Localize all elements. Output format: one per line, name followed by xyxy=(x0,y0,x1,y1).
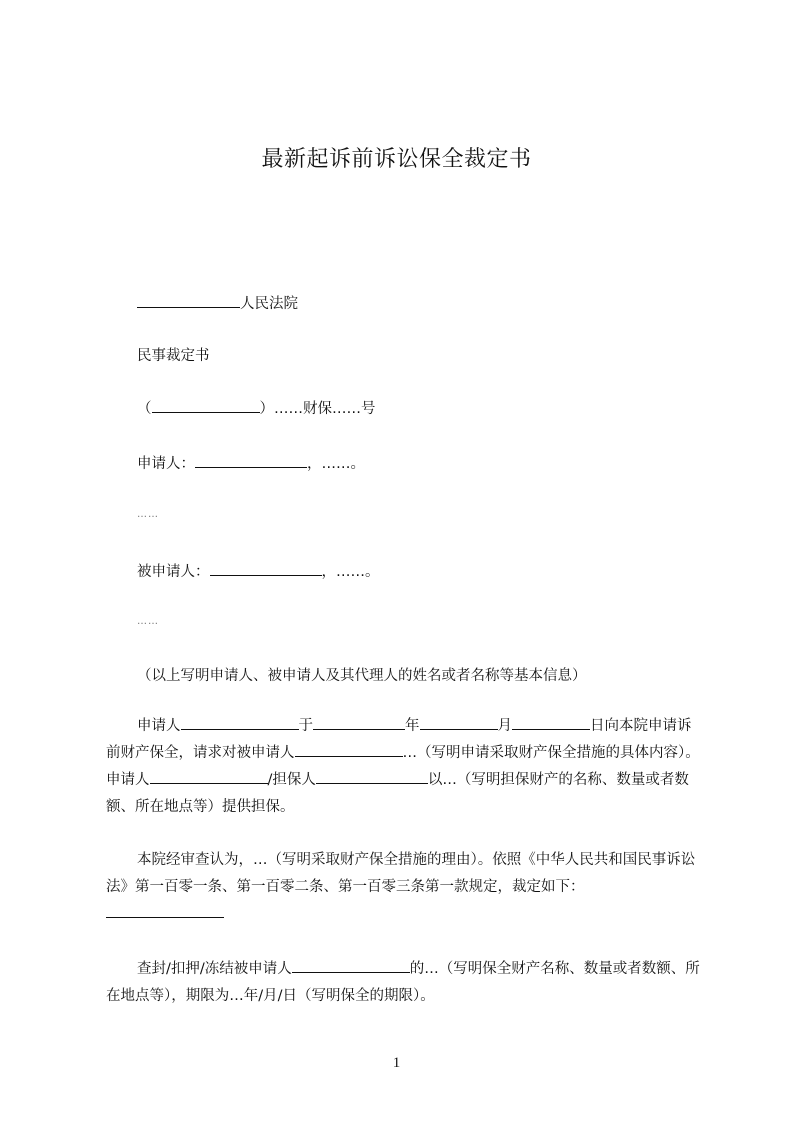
court-line xyxy=(137,292,298,313)
year-blank xyxy=(313,715,405,730)
page-number: 1 xyxy=(392,1055,401,1071)
ruling-blank xyxy=(106,903,224,918)
para2-t1: 本院经审查认为，…（写明采取财产保全措施的理由）。依照《中华人民共和国民事诉讼法》第一百零一条、第一百零二条、第一百零三条第一款规定，裁定如下： xyxy=(106,852,696,895)
para1-t3: 年 xyxy=(405,718,420,734)
para1-t6: …（写明申请采取财产保全措施的具体内容）。申请人 xyxy=(106,745,700,788)
applicant-tail: ，……。 xyxy=(307,456,365,472)
respondent-tail: ，……。 xyxy=(321,564,380,580)
court-name-blank xyxy=(137,293,240,308)
document-type: 民事裁定书 xyxy=(137,348,210,364)
court-suffix: 人民法院 xyxy=(240,296,298,312)
respondent-name-blank-2 xyxy=(292,958,410,973)
applicant-name-blank-2 xyxy=(150,769,268,784)
applicant-blank xyxy=(195,453,307,468)
document-title: 最新起诉前诉讼保全裁定书 xyxy=(261,147,532,172)
applicant-line xyxy=(137,452,365,473)
ellipsis-2: …… xyxy=(137,616,159,627)
applicant-label: 申请人： xyxy=(137,456,195,472)
case-number-line xyxy=(137,397,376,418)
paragraph-seizure xyxy=(106,956,700,1010)
para1-t2: 于 xyxy=(298,718,313,734)
case-number-rest: ）……财保……号 xyxy=(259,401,376,417)
respondent-line xyxy=(137,560,380,581)
applicant-name-blank xyxy=(181,715,299,730)
respondent-name-blank xyxy=(295,742,403,757)
paragraph-application xyxy=(106,713,700,821)
month-blank xyxy=(420,715,498,730)
para3-t2: 的…（写明保全财产名称、数量或者数额、所在地点等），期限为…年/月/日（写明保全的期限）。 xyxy=(106,961,700,1004)
para1-t8: 以…（写明担保财产的名称、数量或者数额、所在地点等）提供担保。 xyxy=(106,772,689,815)
case-year-blank xyxy=(152,398,260,413)
para1-t7: /担保人 xyxy=(267,772,316,788)
ellipsis-1: …… xyxy=(137,509,159,520)
parties-note: （以上写明申请人、被申请人及其代理人的姓名或者名称等基本信息） xyxy=(137,668,587,684)
para1-t1: 申请人 xyxy=(137,718,181,734)
para1-t5: 日向本院申请诉前财产保全，请求对被申请人 xyxy=(106,718,692,761)
paragraph-review xyxy=(106,847,700,928)
para3-t1: 查封/扣押/冻结被申请人 xyxy=(137,961,292,977)
guarantor-blank xyxy=(316,769,428,784)
respondent-blank xyxy=(210,561,322,576)
day-blank xyxy=(512,715,590,730)
para1-t4: 月 xyxy=(497,718,512,734)
respondent-label: 被申请人： xyxy=(137,564,210,580)
case-number-open: （ xyxy=(137,401,152,417)
